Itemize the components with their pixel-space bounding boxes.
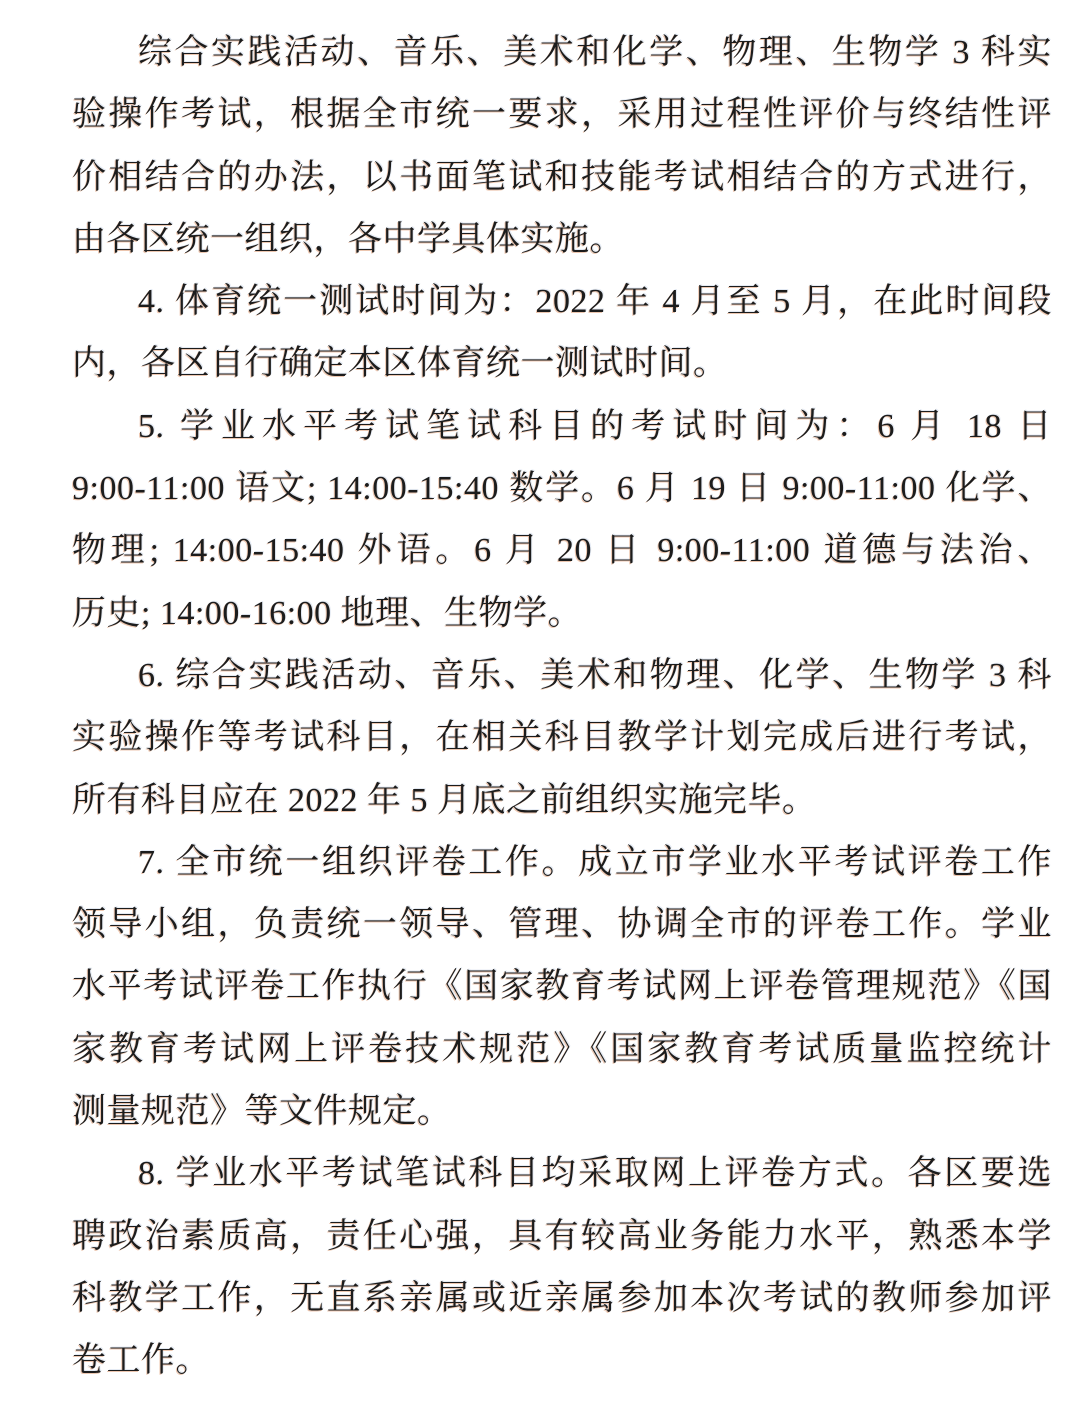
text-line: 聘政治素质高，责任心强，具有较高业务能力水平，熟悉本学 (72, 1217, 1052, 1255)
paragraph-item-5 (72, 396, 1052, 645)
text-line: 卷工作。 (72, 1342, 210, 1380)
text-line: 综合实践活动、音乐、美术和化学、物理、生物学 3 科实 (138, 34, 1052, 71)
text-line: 9:00-11:00 语文; 14:00-15:40 数学。6 月 19 日 9:00-11:00 化学、 (72, 470, 1052, 508)
paragraph-intro (72, 22, 1052, 271)
text-line: 家教育考试网上评卷技术规范》《国家教育考试质量监控统计 (72, 1030, 1052, 1068)
text-line: 历史; 14:00-16:00 地理、生物学。 (72, 594, 583, 632)
text-line: 价相结合的办法，以书面笔试和技能考试相结合的方式进行， (72, 158, 1052, 196)
paragraph-item-8 (72, 1143, 1052, 1392)
paragraph-item-4 (72, 271, 1052, 396)
text-line: 领导小组，负责统一领导、管理、协调全市的评卷工作。学业 (72, 906, 1052, 944)
text-line: 6. 综合实践活动、音乐、美术和物理、化学、生物学 3 科 (138, 656, 1052, 694)
text-line: 物理; 14:00-15:40 外语。6 月 20 日 9:00-11:00 道德与法治、 (72, 532, 1052, 570)
text-line: 测量规范》等文件规定。 (72, 1093, 452, 1131)
text-line: 5. 学业水平考试笔试科目的考试时间为：6 月 18 日 (138, 407, 1052, 445)
text-line: 实验操作等考试科目，在相关科目教学计划完成后进行考试， (72, 719, 1052, 757)
text-line: 7. 全市统一组织评卷工作。成立市学业水平考试评卷工作 (138, 843, 1052, 881)
text-line: 由各区统一组织，各中学具体实施。 (72, 220, 624, 258)
paragraph-item-7 (72, 832, 1052, 1143)
paragraph-item-6 (72, 645, 1052, 832)
text-line: 科教学工作，无直系亲属或近亲属参加本次考试的教师参加评 (72, 1279, 1052, 1317)
text-line: 内，各区自行确定本区体育统一测试时间。 (72, 345, 728, 383)
text-line: 水平考试评卷工作执行《国家教育考试网上评卷管理规范》《国 (72, 968, 1052, 1006)
text-line: 验操作考试，根据全市统一要求，采用过程性评价与终结性评 (72, 96, 1052, 134)
text-line: 4. 体育统一测试时间为：2022 年 4 月至 5 月，在此时间段 (138, 283, 1052, 321)
text-line: 8. 学业水平考试笔试科目均采取网上评卷方式。各区要选 (138, 1155, 1052, 1193)
text-line: 所有科目应在 2022 年 5 月底之前组织实施完毕。 (72, 781, 817, 819)
